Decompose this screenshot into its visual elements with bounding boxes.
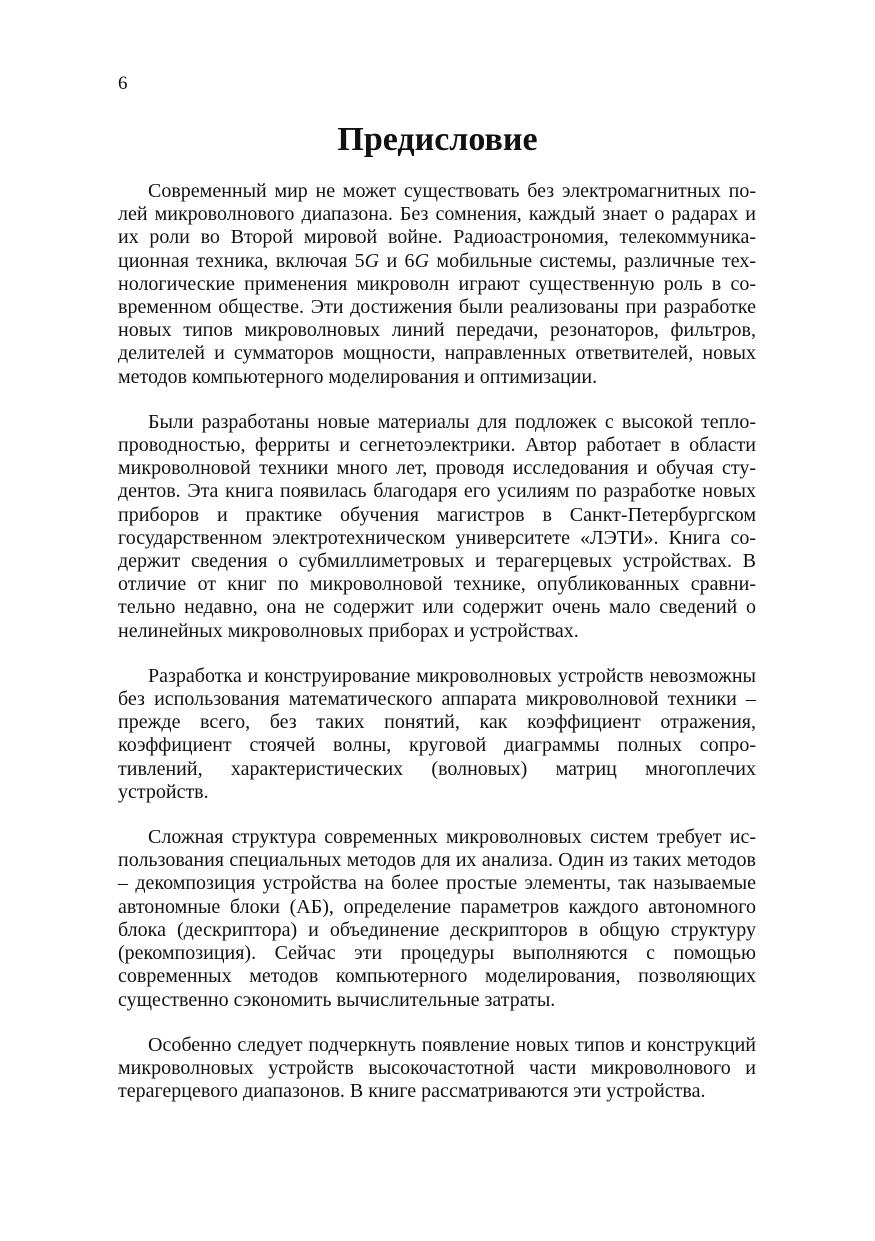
italic-g: G xyxy=(414,249,430,272)
paragraph-5 xyxy=(118,1034,756,1104)
paragraph-3 xyxy=(118,665,756,804)
paragraph-text: и 6 xyxy=(379,249,415,272)
paragraph-text: Особенно следует подчеркнуть появление новых типов и конструкций микроволновых устройств высокочастотной части микроволнового и терагерцевого диапазонов. В книге рассматриваются эти устройства. xyxy=(118,1033,756,1103)
page-title: Предисловие xyxy=(337,121,538,158)
paragraph-text: мобильные системы, различные технологические применения микроволн играют существенную роль в современном обществе. Эти достижения были реализованы при разработке новых типов микроволновых линий передачи, резонаторов, фильтров, делителей и сумматоров мощности, направленных ответвителей, новых методов компьютерного моделирования и оптимизации. xyxy=(118,249,756,388)
paragraph-text: Разработка и конструирование микроволновых устройств невозможны без использования математического аппарата микроволновой техники – прежде всего, без таких понятий, как коэффициент отражения, коэффициент стоячей волны, круговой диаграммы полных сопротивлений, характеристических (волновых) матриц многоплечих устройств. xyxy=(118,664,756,803)
paragraph-1 xyxy=(118,180,756,389)
body-text xyxy=(118,180,756,1103)
page-number: 6 xyxy=(118,73,128,94)
italic-g: G xyxy=(364,249,380,272)
paragraph-text: Сложная структура современных микроволновых систем требует использования специальных методов для их анализа. Один из таких методов – декомпозиция устройства на более простые элементы, так называемые автономные блоки (АБ), определение параметров каждого автономного блока (дескриптора) и объединение дескрипторов в общую структуру (рекомпозиция). Сейчас эти процедуры выполняются с помощью современных методов компьютерного моделирования, позволяющих существенно сэкономить вычислительные затраты. xyxy=(118,826,756,1011)
paragraph-text: Были разработаны новые материалы для подложек с высокой теплопроводностью, ферриты и сегнетоэлектрики. Автор работает в области микроволновой техники много лет, проводя исследования и обучая студентов. Эта книга появилась благодаря его усилиям по разработке новых приборов и практике обучения магистров в Санкт-Петербургском государственном электротехническом университете «ЛЭТИ». Книга содержит сведения о субмиллиметровых и терагерцевых устройствах. В отличие от книг по микроволновой технике, опубликованных сравнительно недавно, она не содержит или содержит очень мало сведений о нелинейных микроволновых приборах и устройствах. xyxy=(118,410,756,642)
paragraph-text: Современный мир не может существовать без электромагнитных полей микроволнового диапазона. Без сомнения, каждый знает о радарах и их роли во Второй мировой войне. Радиоастрономия, телекоммуникационная техника, включая 5 xyxy=(118,180,756,272)
paragraph-4 xyxy=(118,826,756,1012)
paragraph-2 xyxy=(118,411,756,643)
